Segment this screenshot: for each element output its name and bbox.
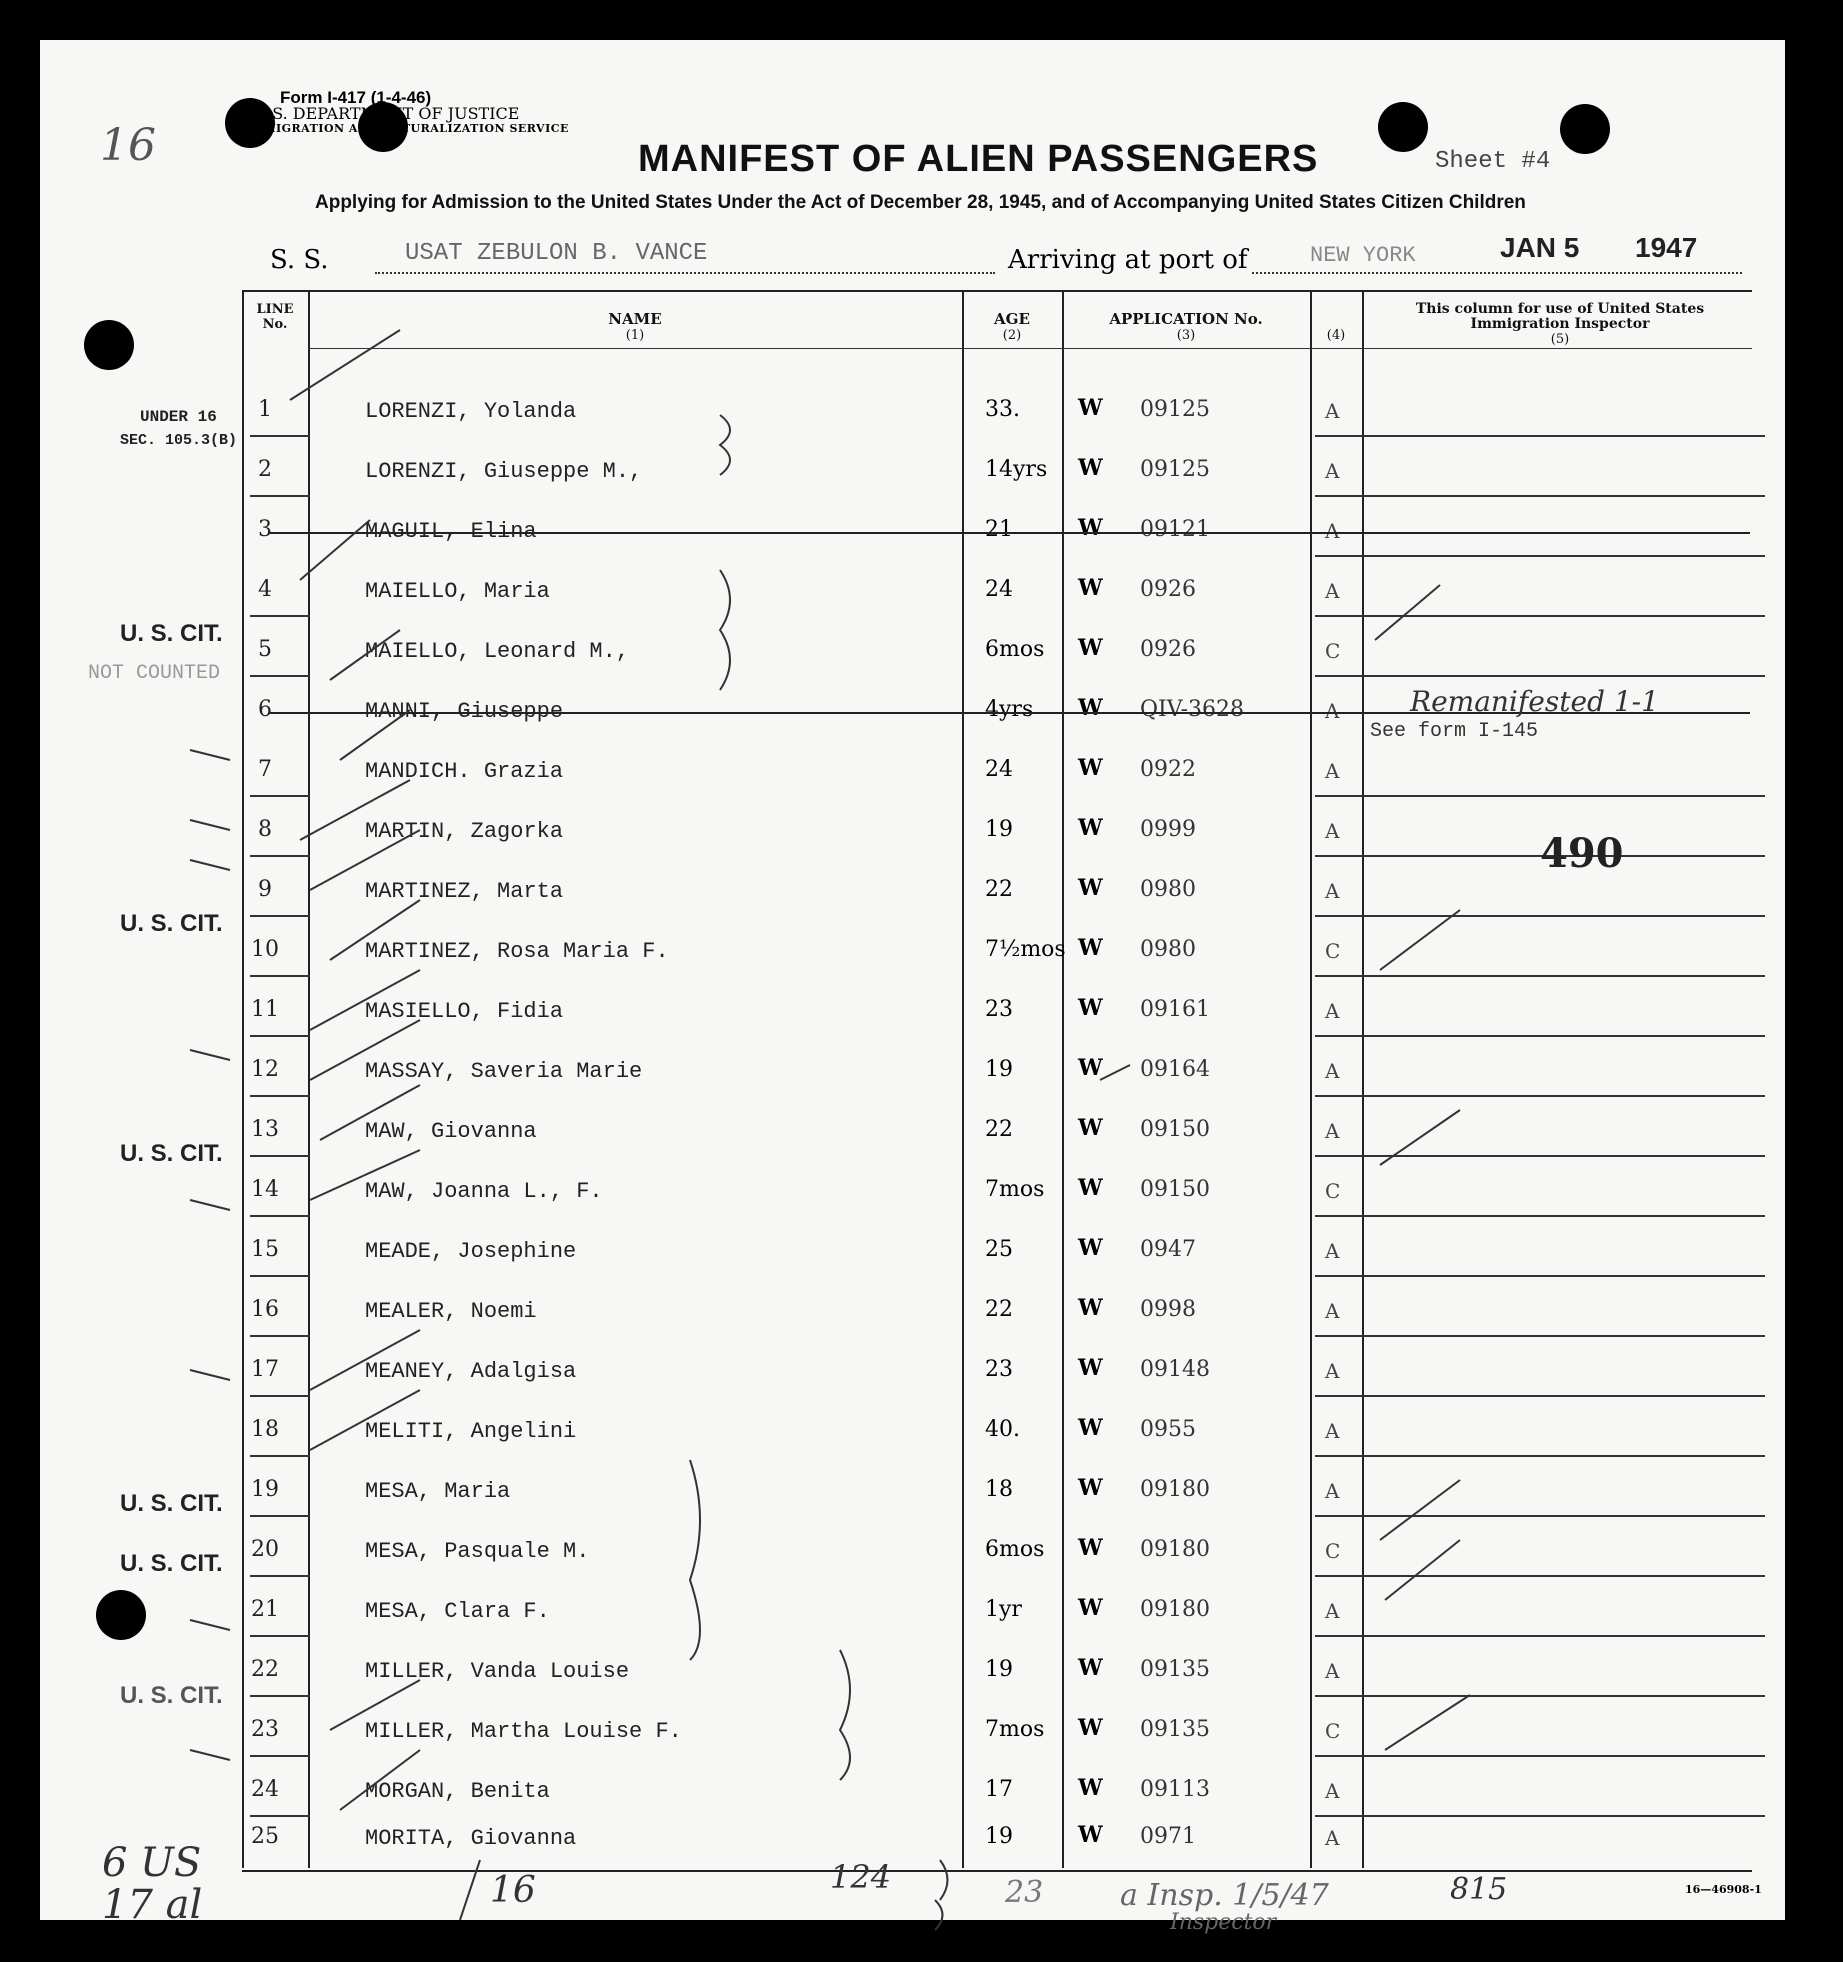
arriving-label: Arriving at port of [1008,245,1248,275]
application-number: 09161 [1140,997,1210,1022]
passenger-age: 7½mos [985,937,1066,962]
line-number: 18 [251,1417,279,1442]
application-prefix: W [1078,635,1103,661]
passenger-name: MELITI, Angelini [365,1419,577,1444]
passenger-name: MAIELLO, Leonard M., [365,639,630,664]
passenger-name: MASIELLO, Fidia [365,999,564,1024]
class-code: A [1325,1059,1340,1083]
application-header-label: APPLICATION No. [1109,310,1263,328]
inspector-header-label: This column for use of United States Immigration Inspector [1415,301,1705,332]
page-subtitle: Applying for Admission to the United States Under the Act of December 28, 1945, and of Accompanying United States Citizen Children [315,192,1526,213]
class-code: A [1325,1299,1340,1323]
passenger-age: 24 [985,757,1013,782]
line-number: 12 [251,1057,279,1082]
not-counted-label: NOT COUNTED [88,662,221,685]
application-prefix: W [1078,935,1103,961]
application-number: 09150 [1140,1117,1210,1142]
passenger-name: MAIELLO, Maria [365,579,550,604]
passenger-name: MAGUIL, Elina [365,519,537,544]
line-number: 9 [258,877,272,902]
passenger-age: 23 [985,1357,1013,1382]
passenger-age: 4yrs [985,697,1034,722]
passenger-name: MANDICH. Grazia [365,759,564,784]
passenger-name: MESA, Pasquale M. [365,1539,590,1564]
application-number: 0999 [1140,817,1196,842]
application-number: 09180 [1140,1477,1210,1502]
class-code: A [1325,1659,1340,1683]
passenger-name: MESA, Maria [365,1479,511,1504]
form-code: 16—46908-1 [1685,1883,1762,1896]
section-label: SEC. 105.3(B) [120,432,238,449]
age-header-number: (2) [1002,328,1022,343]
application-prefix: W [1078,815,1103,841]
application-number: 0998 [1140,1297,1196,1322]
inspector-header-number: (5) [1550,332,1570,347]
application-number: 09180 [1140,1597,1210,1622]
application-prefix: W [1078,755,1103,781]
passenger-name: MILLER, Vanda Louise [365,1659,630,1684]
line-number: 20 [251,1537,279,1562]
application-prefix: W [1078,1595,1103,1621]
tally-16: 16 [490,1870,536,1911]
class-code: A [1325,519,1340,543]
class-code: A [1325,399,1340,423]
us-citizen-label: U. S. CIT. [120,1550,223,1577]
passenger-name: MARTIN, Zagorka [365,819,564,844]
line-number: 2 [258,457,272,482]
class-code: A [1325,879,1340,903]
application-number: 0980 [1140,877,1196,902]
passenger-name: MARTINEZ, Marta [365,879,564,904]
tally-124: 124 [830,1858,892,1896]
passenger-age: 19 [985,1824,1013,1849]
line-number: 14 [251,1177,279,1202]
passenger-name: MORITA, Giovanna [365,1826,577,1851]
passenger-age: 6mos [985,1537,1045,1562]
tally-left-2: 17 al [102,1882,203,1928]
arrival-year: 1947 [1635,232,1698,263]
line-number: 5 [258,637,272,662]
class-code: A [1325,579,1340,603]
remanifested-note: Remanifested 1-1 [1410,685,1659,718]
passenger-name: MILLER, Martha Louise F. [365,1719,682,1744]
line-number: 4 [258,577,272,602]
passenger-name: MESA, Clara F. [365,1599,550,1624]
form-service: IMMIGRATION AND NATURALIZATION SERVICE [245,122,569,135]
application-prefix: W [1078,1355,1103,1381]
application-prefix: W [1078,1295,1103,1321]
class-code: A [1325,1359,1340,1383]
application-prefix: W [1078,1235,1103,1261]
line-no-header-label: LINE No. [256,302,294,332]
class-code: C [1325,1719,1341,1743]
manifest-page [40,40,1785,1935]
application-number: 09113 [1140,1777,1210,1802]
line-number: 7 [258,757,272,782]
line-number: 22 [251,1657,279,1682]
class-code: A [1325,999,1340,1023]
line-number: 11 [251,997,279,1022]
class-code: A [1325,1479,1340,1503]
passenger-age: 22 [985,1297,1013,1322]
application-number: 09148 [1140,1357,1210,1382]
form-number: Form I-417 (1-4-46) [280,88,432,107]
passenger-name: MANNI, Giuseppe [365,699,564,724]
page-number-handwritten: 16 [100,120,156,171]
class-code: A [1325,459,1340,483]
application-prefix: W [1078,1655,1103,1681]
ship-name: USAT ZEBULON B. VANCE [405,240,708,267]
application-prefix: W [1078,455,1103,481]
passenger-name: MARTINEZ, Rosa Maria F. [365,939,669,964]
class-code: A [1325,1779,1340,1803]
line-number: 6 [258,697,272,722]
sheet-number: Sheet #4 [1435,148,1551,175]
passenger-age: 33. [985,397,1020,422]
class-code: C [1325,1179,1341,1203]
application-prefix: W [1078,1115,1103,1141]
passenger-age: 25 [985,1237,1013,1262]
class-code: A [1325,759,1340,783]
line-number: 15 [251,1237,279,1262]
class-code: A [1325,1119,1340,1143]
application-prefix: W [1078,995,1103,1021]
line-number: 13 [251,1117,279,1142]
passenger-age: 40. [985,1417,1020,1442]
line-number: 21 [251,1597,279,1622]
application-number: 0926 [1140,577,1196,602]
application-prefix: W [1078,1415,1103,1441]
passenger-age: 19 [985,1657,1013,1682]
application-prefix: W [1078,1175,1103,1201]
application-number: 09121 [1140,517,1210,542]
name-header-number: (1) [625,328,645,343]
line-number: 3 [258,517,272,542]
application-prefix: W [1078,515,1103,541]
application-prefix: W [1078,1535,1103,1561]
passenger-age: 18 [985,1477,1013,1502]
us-citizen-label: U. S. CIT. [120,1490,223,1517]
passenger-name: MAW, Giovanna [365,1119,537,1144]
passenger-age: 7mos [985,1177,1045,1202]
application-prefix: W [1078,575,1103,601]
application-number: 0955 [1140,1417,1196,1442]
ship-label: S. S. [270,245,329,275]
class-code: A [1325,819,1340,843]
us-citizen-label: U. S. CIT. [120,1140,223,1167]
us-citizen-label: U. S. CIT. [120,1682,223,1709]
class-code: A [1325,1239,1340,1263]
passenger-name: MASSAY, Saveria Marie [365,1059,643,1084]
passenger-name: MEADE, Josephine [365,1239,577,1264]
application-prefix: W [1078,1055,1103,1081]
class-code: A [1325,1599,1340,1623]
passenger-age: 23 [985,997,1013,1022]
name-header-label: NAME [608,310,662,328]
application-prefix: W [1078,875,1103,901]
under-16-label: UNDER 16 [140,408,217,426]
tally-left-1: 6 US [102,1840,202,1886]
application-number: 0971 [1140,1824,1196,1849]
application-prefix: W [1078,1475,1103,1501]
line-number: 19 [251,1477,279,1502]
arrival-date: JAN 5 [1500,232,1580,263]
passenger-name: MORGAN, Benita [365,1779,550,1804]
passenger-name: MAW, Joanna L., F. [365,1179,603,1204]
application-prefix: W [1078,395,1103,421]
class-code: C [1325,939,1341,963]
passenger-age: 14yrs [985,457,1048,482]
us-citizen-label: U. S. CIT. [120,910,223,937]
tally-23: 23 [1005,1875,1044,1910]
line-number: 10 [251,937,279,962]
see-form-note: See form I-145 [1370,720,1539,743]
line-number: 1 [258,397,272,422]
passenger-age: 19 [985,817,1013,842]
passenger-age: 1yr [985,1597,1022,1622]
line-number: 24 [251,1777,279,1802]
passenger-name: LORENZI, Yolanda [365,399,577,424]
col4-header-number: (4) [1326,328,1346,343]
application-prefix: W [1078,1822,1103,1848]
passenger-name: MEALER, Noemi [365,1299,537,1324]
us-citizen-label: U. S. CIT. [120,620,223,647]
class-code: A [1325,699,1340,723]
passenger-age: 21 [985,517,1013,542]
application-number: 09164 [1140,1057,1210,1082]
inspector-signature: a Insp. 1/5/47 [1120,1878,1329,1913]
class-code: C [1325,639,1341,663]
application-number: 0926 [1140,637,1196,662]
class-code: C [1325,1539,1341,1563]
line-number: 17 [251,1357,279,1382]
line-number: 16 [251,1297,279,1322]
page-title: MANIFEST OF ALIEN PASSENGERS [638,138,1319,180]
application-number: QIV-3628 [1140,697,1245,722]
line-number: 25 [251,1824,279,1849]
form-department: U. S. DEPARTMENT OF JUSTICE [250,104,520,123]
passenger-age: 22 [985,1117,1013,1142]
application-header-number: (3) [1176,328,1196,343]
passenger-age: 7mos [985,1717,1045,1742]
arrival-port: NEW YORK [1310,243,1416,268]
class-code: A [1325,1826,1340,1850]
application-number: 09135 [1140,1717,1210,1742]
application-number: 09125 [1140,397,1210,422]
application-number: 09135 [1140,1657,1210,1682]
passenger-age: 17 [985,1777,1013,1802]
application-number: 09125 [1140,457,1210,482]
line-number: 8 [258,817,272,842]
line-number: 23 [251,1717,279,1742]
inspector-stamp-number: 490 [1540,830,1624,877]
application-prefix: W [1078,1715,1103,1741]
passenger-name: LORENZI, Giuseppe M., [365,459,643,484]
application-number: 0922 [1140,757,1196,782]
application-prefix: W [1078,695,1103,721]
application-number: 0947 [1140,1237,1196,1262]
application-number: 09150 [1140,1177,1210,1202]
class-code: A [1325,1419,1340,1443]
passenger-age: 22 [985,877,1013,902]
handwritten-checkmarks [40,40,1785,1920]
passenger-age: 24 [985,577,1013,602]
age-header-label: AGE [994,310,1030,328]
tally-815: 815 [1450,1872,1508,1907]
inspector-word: Inspector [1170,1910,1277,1935]
passenger-name: MEANEY, Adalgisa [365,1359,577,1384]
passenger-age: 19 [985,1057,1013,1082]
application-prefix: W [1078,1775,1103,1801]
passenger-age: 6mos [985,637,1045,662]
application-number: 0980 [1140,937,1196,962]
application-number: 09180 [1140,1537,1210,1562]
